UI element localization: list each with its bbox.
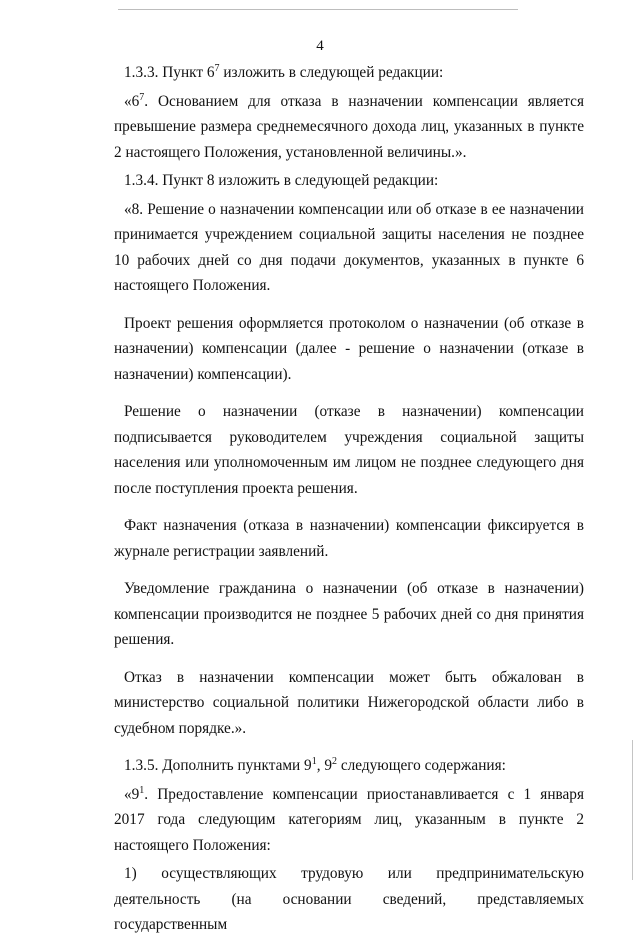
- scan-artifact-top: [118, 9, 518, 10]
- page-number: 4: [316, 38, 324, 54]
- paragraph-point-8: «8. Решение о назначении компенсации или об отказе в ее назначении принимается учреждением социальной защиты населения не позднее 10 рабочих дней со дня подачи документов, указанных в пункте 6 настоящего Положения.: [114, 200, 584, 294]
- paragraph-notification: Уведомление гражданина о назначении (об отказе в назначении) компенсации производится не позднее 5 рабочих дней со дня принятия решения.: [114, 580, 584, 648]
- paragraph-draft-decision: Проект решения оформляется протоколом о назначении (об отказе в назначении) компенсации (далее - решение о назначении (отказе в назначении) компенсации).: [114, 314, 584, 383]
- paragraph-1-3-3: 1.3.3. Пункт $6^7$ изложить в следующей редакции:: [124, 62, 444, 81]
- paragraph-decision-signing: Решение о назначении (отказе в назначении) компенсации подписывается руководителем учреждения социальной защиты населения или уполномоченным им лицом не позднее следующего дня после поступления проекта решения.: [114, 403, 584, 497]
- paragraph-appeal: Отказ в назначении компенсации может быть обжалован в министерство социальной политики Нижегородской области либо в судебном порядке.».: [114, 668, 584, 737]
- paragraph-subpoint-1: 1) осуществляющих трудовую или предпринимательскую деятельность (на основании сведений, представляемых государственным: [114, 865, 584, 933]
- paragraph-1-3-5: 1.3.5. Дополнить пунктами $9^1$, $9^2$ следующего содержания:: [124, 755, 506, 774]
- paragraph-point-9-1: «$9^1$. Предоставление компенсации приостанавливается с 1 января 2017 года следующим категориям лиц, указанным в пункте 2 настоящего Положения:: [114, 784, 584, 854]
- paragraph-registration: Факт назначения (отказа в назначении) компенсации фиксируется в журнале регистрации заявлений.: [114, 517, 584, 560]
- paragraph-1-3-4: 1.3.4. Пункт 8 изложить в следующей редакции:: [124, 172, 439, 189]
- paragraph-point-6-7: «$6^7$. Основанием для отказа в назначении компенсации является превышение размера среднемесячного дохода лиц, указанных в пункте 2 настоящего Положения, установленной величины.».: [114, 91, 584, 161]
- scan-artifact-right: [632, 740, 633, 880]
- document-body: [114, 60, 584, 938]
